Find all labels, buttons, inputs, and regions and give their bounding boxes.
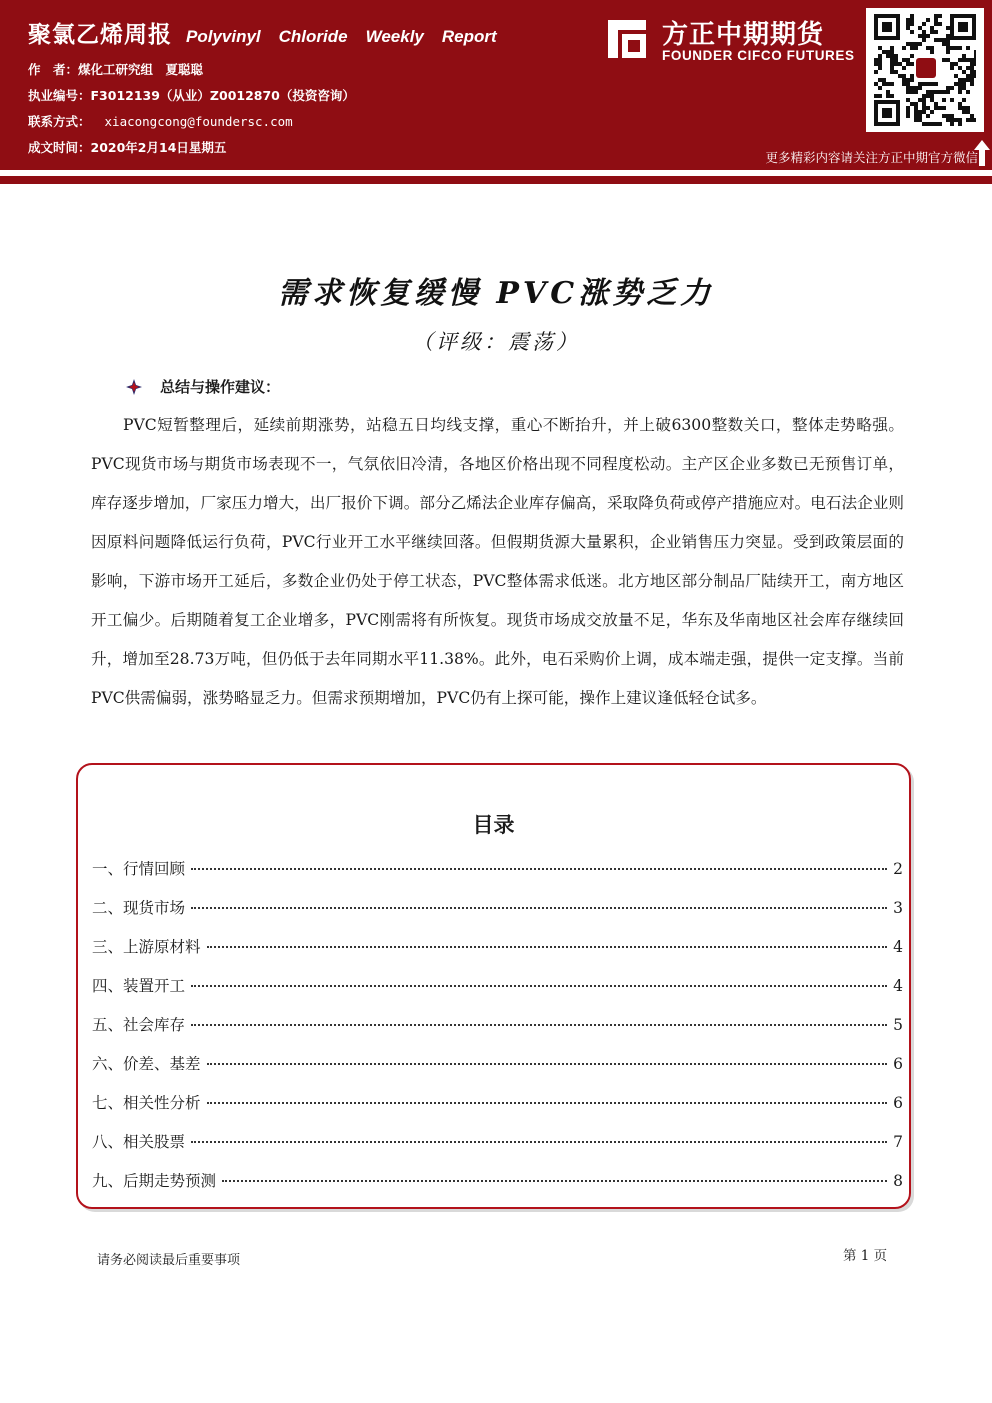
toc-item-page: 2 — [893, 860, 903, 878]
toc-item-label: 四、装置开工 — [92, 977, 186, 995]
license-row — [28, 86, 355, 112]
title-en-word: Polyvinyl — [186, 27, 261, 46]
author-value: 煤化工研究组 夏聪聪 — [78, 62, 204, 77]
contact-label: 联系方式： — [28, 114, 91, 129]
license-value: F3012139（从业）Z0012870（投资咨询） — [90, 88, 355, 103]
toc-leader-dots — [191, 1141, 887, 1143]
toc-item-label: 八、相关股票 — [92, 1133, 186, 1151]
section-title: 总结与操作建议： — [160, 378, 281, 396]
founder-logo-mark-icon — [604, 16, 650, 62]
wechat-follow-note: 更多精彩内容请关注方正中期官方微信 — [765, 150, 978, 165]
author-row — [28, 60, 355, 86]
date-value: 2020年2月14日星期五 — [90, 140, 227, 155]
logo-en: FOUNDER CIFCO FUTURES — [662, 48, 855, 63]
toc-item[interactable] — [92, 1013, 903, 1052]
report-meta — [28, 60, 355, 164]
toc-item-page: 7 — [893, 1133, 903, 1151]
toc-item-page: 8 — [893, 1172, 903, 1190]
up-arrow-icon — [974, 140, 990, 166]
table-of-contents — [76, 763, 911, 1209]
toc-leader-dots — [191, 1024, 887, 1026]
qr-code-icon — [866, 8, 984, 132]
toc-item-label: 二、现货市场 — [92, 899, 186, 917]
toc-item-page: 6 — [893, 1094, 903, 1112]
toc-item-label: 三、上游原材料 — [92, 938, 201, 956]
date-label: 成文时间： — [28, 140, 91, 155]
report-header — [0, 0, 992, 170]
report-title — [28, 16, 515, 49]
four-point-star-icon — [126, 379, 142, 395]
summary-heading — [126, 376, 280, 397]
toc-leader-dots — [191, 907, 887, 909]
footer-notice: 请务必阅读最后重要事项 — [97, 1253, 241, 1268]
toc-leader-dots — [207, 1063, 888, 1065]
page-title: 需求恢复缓慢 PVC涨势乏力 — [277, 276, 715, 311]
toc-item-label: 九、后期走势预测 — [92, 1172, 217, 1190]
logo-cn: 方正中期期货 — [662, 20, 825, 50]
page-number: 第 1 页 — [843, 1248, 888, 1264]
toc-item-label: 六、价差、基差 — [92, 1055, 201, 1073]
toc-item-page: 5 — [893, 1016, 903, 1034]
founder-cifco-logo — [604, 14, 856, 66]
qr-code-pattern — [874, 14, 976, 126]
toc-list — [92, 857, 903, 1208]
toc-item-page: 4 — [893, 977, 903, 995]
toc-item[interactable] — [92, 1169, 903, 1208]
title-en-word: Report — [441, 27, 497, 46]
toc-item-page: 6 — [893, 1055, 903, 1073]
date-row — [28, 138, 355, 164]
toc-item-label: 一、行情回顾 — [92, 860, 186, 878]
summary-paragraph: PVC短暂整理后，延续前期涨势，站稳五日均线支撑，重心不断抬升，并上破6300整数关口，整体走势略强。PVC现货市场与期货市场表现不一，气氛依旧冷清，各地区价格出现不同程度松动。主产区企业多数已无预售订单，库存逐步增加，厂家压力增大，出厂报价下调。部分乙烯法企业库存偏高，采取降负荷或停产措施应对。电石法企业则因原料问题降低运行负荷，PVC行业开工水平继续回落。但假期货源大量累积，企业销售压力突显。受到政策层面的影响，下游市场开工延后，多数企业仍处于停工状态，PVC整体需求低迷。北方地区部分制品厂陆续开工，南方地区开工偏少。后期随着复工企业增多，PVC刚需将有所恢复。现货市场成交放量不足，华东及华南地区社会库存继续回升，增加至28.73万吨，但仍低于去年同期水平11.38%。此外，电石采购价上调，成本端走强，提供一定支撑。当前PVC供需偏弱，涨势略显乏力。但需求预期增加，PVC仍有上探可能，操作上建议逢低轻仓试多。 — [91, 416, 904, 707]
toc-item[interactable] — [92, 1130, 903, 1169]
toc-leader-dots — [207, 946, 888, 948]
toc-leader-dots — [207, 1102, 888, 1104]
title-en-word: Chloride — [278, 27, 348, 46]
toc-leader-dots — [191, 868, 887, 870]
report-title-en — [186, 27, 515, 47]
toc-item-page: 3 — [893, 899, 903, 917]
toc-item-label: 五、社会库存 — [92, 1016, 186, 1034]
contact-email[interactable]: xiacongcong@foundersc.com — [104, 114, 293, 129]
toc-item[interactable] — [92, 1091, 903, 1130]
toc-item[interactable] — [92, 935, 903, 974]
toc-leader-dots — [222, 1180, 887, 1182]
toc-item[interactable] — [92, 896, 903, 935]
toc-item-page: 4 — [893, 938, 903, 956]
author-label: 作 者： — [28, 62, 79, 77]
contact-row — [28, 112, 355, 138]
license-label: 执业编号： — [28, 88, 91, 103]
toc-item[interactable] — [92, 974, 903, 1013]
toc-item[interactable] — [92, 1052, 903, 1091]
report-title-cn: 聚氯乙烯周报 — [28, 22, 172, 48]
header-divider — [0, 176, 992, 184]
rating-label: （评级：震荡） — [412, 330, 580, 354]
toc-title: 目录 — [472, 813, 515, 837]
toc-item-label: 七、相关性分析 — [92, 1094, 201, 1112]
toc-leader-dots — [191, 985, 887, 987]
title-en-word: Weekly — [365, 27, 424, 46]
toc-item[interactable] — [92, 857, 903, 896]
